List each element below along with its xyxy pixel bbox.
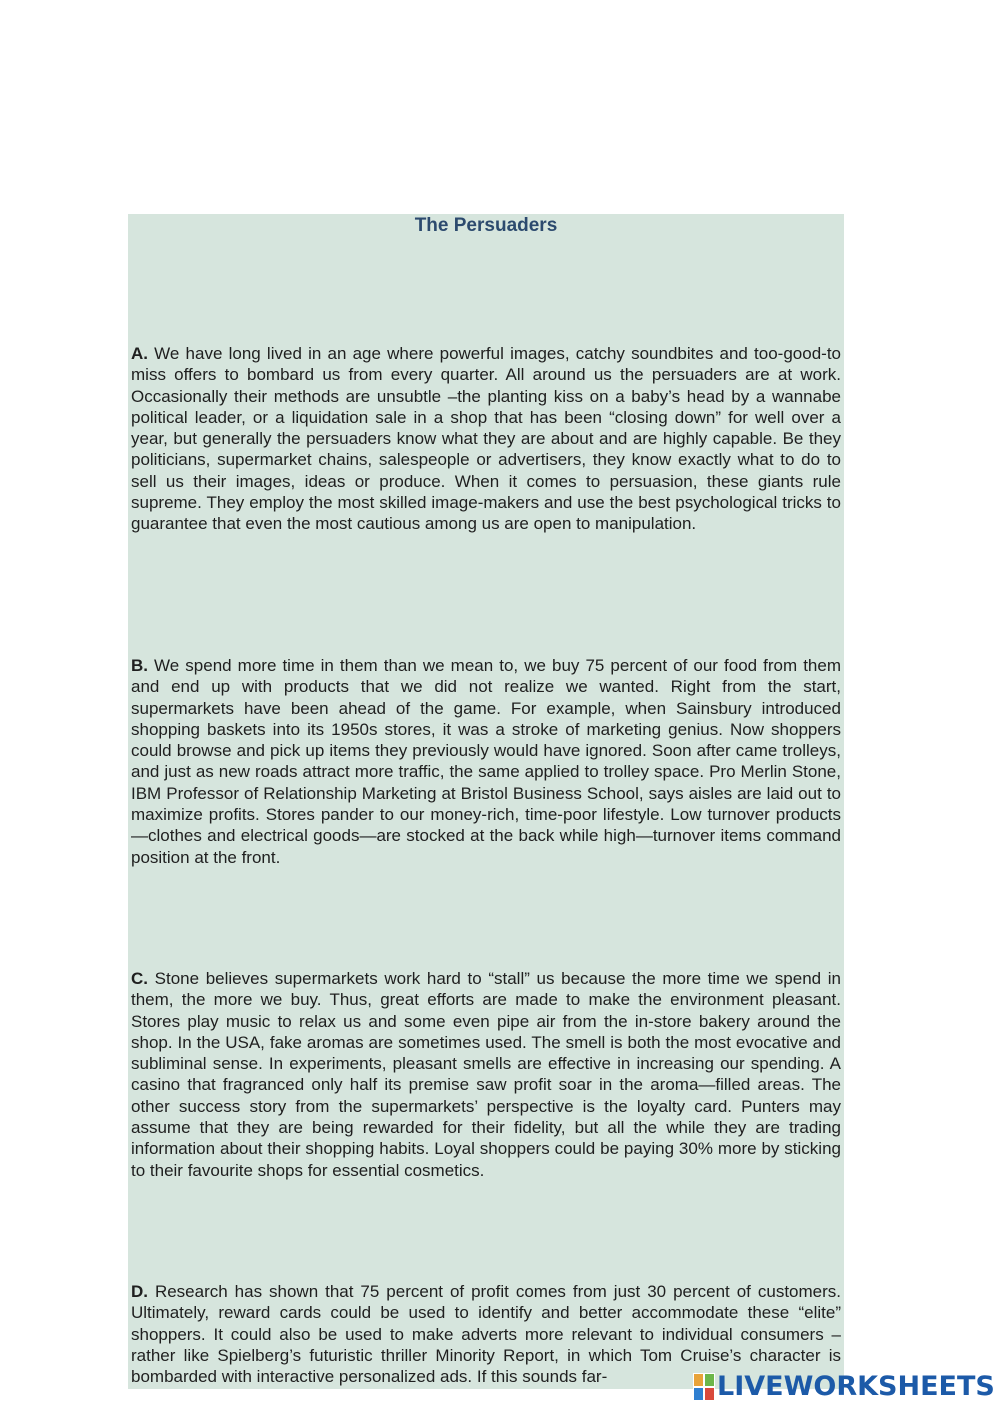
paragraph-a xyxy=(131,343,841,535)
logo-tile xyxy=(704,1373,715,1387)
paragraph-b xyxy=(131,655,841,868)
liveworksheets-logo-icon xyxy=(693,1373,715,1401)
paragraph-letter: C. xyxy=(131,969,148,988)
logo-tile xyxy=(693,1387,704,1401)
logo-tile xyxy=(693,1373,704,1387)
paragraph-letter: D. xyxy=(131,1282,148,1301)
paragraph-text: Research has shown that 75 percent of profit comes from just 30 percent of customers. Ultimately, reward cards could be used to identify and better accommodate these “elite” shoppers. It could also be used to make adverts more relevant to individual consumers – rather like Spielberg’s futuristic thriller Minority Report, in which Tom Cruise’s character is bombarded with interactive personalized ads. If this sounds far- xyxy=(131,1282,841,1387)
logo-tile xyxy=(704,1387,715,1401)
paragraph-text: We have long lived in an age where powerful images, catchy soundbites and too-good-to miss offers to bombard us from every quarter. All around us the persuaders are at work. Occasionally their methods are unsubtle –the planting kiss on a baby’s head by a wannabe political leader, or a liquidation sale in a shop that has been “closing down” for well over a year, but generally the persuaders know what they are about and are highly capable. Be they politicians, supermarket chains, salespeople or advertisers, they know exactly what to do to sell us their images, ideas or produce. When it comes to persuasion, these giants rule supreme. They employ the most skilled image-makers and use the best psychological tricks to guarantee that even the most cautious among us are open to manipulation. xyxy=(131,344,841,534)
watermark-text: LIVEWORKSHEETS xyxy=(717,1371,995,1402)
paragraph-c xyxy=(131,968,841,1181)
paragraph-text: Stone believes supermarkets work hard to “stall” us because the more time we spend in them, the more we buy. Thus, great efforts are made to make the environment pleasant. Stores play music to relax us and some even pipe air from the in-store bakery around the shop. In the USA, fake aromas are sometimes used. The smell is both the most evocative and subliminal sense. In experiments, pleasant smells are effective in increasing our spending. A casino that fragranced only half its premise saw profit soar in the aroma—filled areas. The other success story from the supermarkets’ perspective is the loyalty card. Punters may assume that they are being rewarded for their fidelity, but all the while they are trading information about their shopping habits. Loyal shoppers could be paying 30% more by sticking to their favourite shops for essential cosmetics. xyxy=(131,969,841,1180)
paragraph-letter: B. xyxy=(131,656,148,675)
paragraph-text: We spend more time in them than we mean to, we buy 75 percent of our food from them and end up with products that we did not realize we wanted. Right from the start, supermarkets have been ahead of the game. For example, when Sainsbury introduced shopping baskets into its 1950s stores, it was a stroke of marketing genius. Now shoppers could browse and pick up items they previously would have ignored. Soon after came trolleys, and just as new roads attract more traffic, the same applied to trolley space. Pro Merlin Stone, IBM Professor of Relationship Marketing at Bristol Business School, says aisles are laid out to maximize profits. Stores pander to our money-rich, time-poor lifestyle. Low turnover products —clothes and electrical goods—are stocked at the back while high—turnover items command position at the front. xyxy=(131,656,841,867)
page-title: The Persuaders xyxy=(414,215,558,236)
paragraph-letter: A. xyxy=(131,344,148,363)
liveworksheets-watermark xyxy=(693,1370,995,1404)
